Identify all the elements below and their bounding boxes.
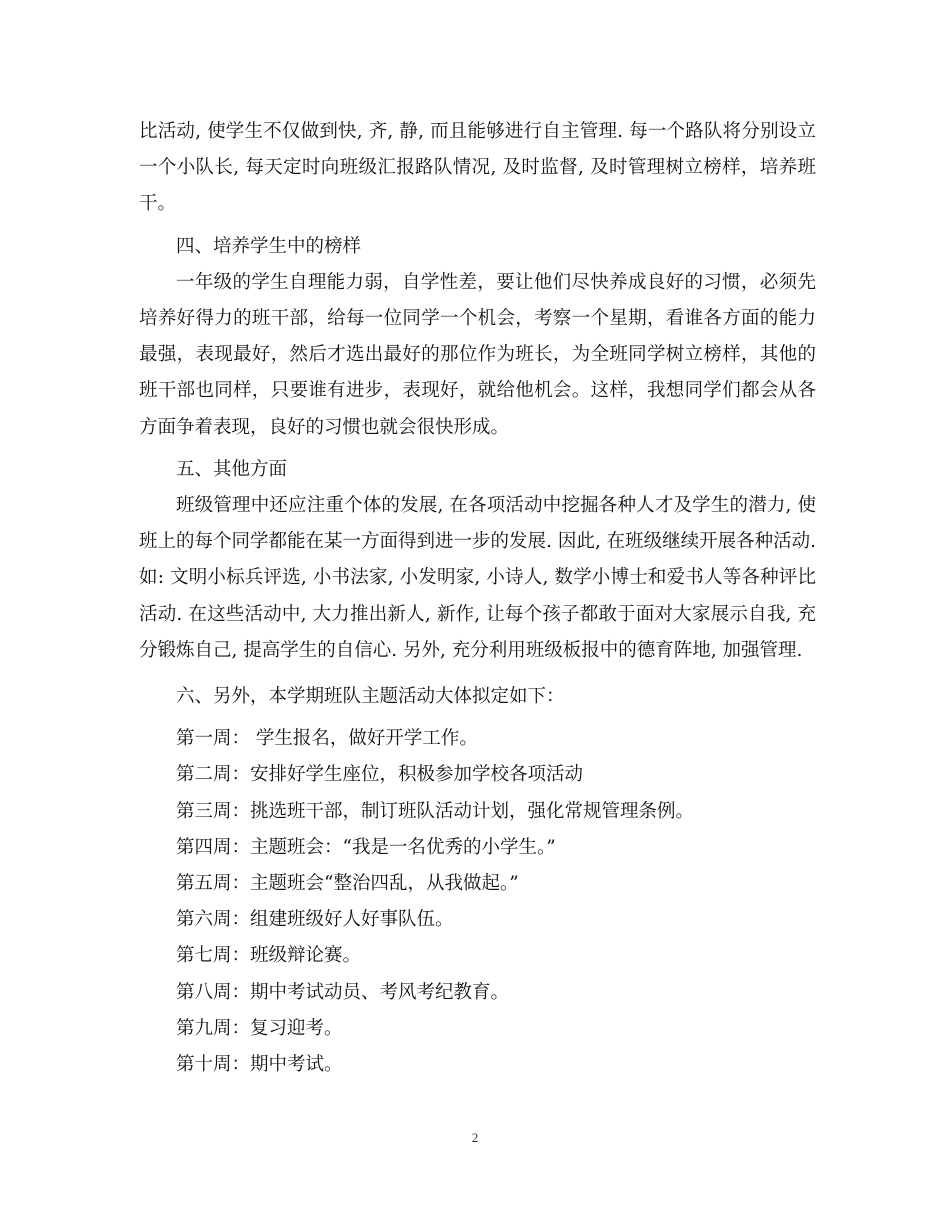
list-item-week-10: 第十周：期中考试。: [176, 1054, 343, 1076]
section-heading-5: 五、其他方面: [176, 458, 288, 480]
document-body: [139, 114, 816, 1083]
section-heading-6: 六、另外，本学期班队主题活动大体拟定如下：: [176, 686, 565, 708]
list-item-week-8: 第八周：期中考试动员、考风考纪教育。: [176, 981, 510, 1003]
list-item-week-3: 第三周：挑选班干部，制订班队活动计划，强化常规管理条例。: [176, 800, 695, 822]
paragraph-continued: 比活动, 使学生不仅做到快, 齐, 静, 而且能够进行自主管理. 每一个路队将分别设立一个小队长, 每天定时向班级汇报路队情况, 及时监督, 及时管理树立榜样，培养班干。: [139, 121, 816, 215]
page-number: 2: [471, 1130, 479, 1145]
list-item-week-6: 第六周：组建班级好人好事队伍。: [176, 909, 454, 931]
paragraph-other-aspects: 班级管理中还应注重个体的发展, 在各项活动中挖掘各种人才及学生的潜力, 使班上的每个同学都能在某一方面得到进一步的发展. 因此, 在班级继续开展各种活动. 如: 文明小标兵评选, 小书法家, 小发明家, 小诗人, 数学小博士和爱书人等各种评比活动. 在这些活动中, 大力推出新人, 新作, 让每个孩子都敢于面对大家展示自我, 充分锻炼自己, 提高学生的自信心. 另外, 充分利用班级板报中的德育阵地, 加强管理.: [139, 495, 816, 661]
list-item-week-7: 第七周：班级辩论赛。: [176, 945, 362, 967]
list-item-week-1: 第一周： 学生报名，做好开学工作。: [176, 728, 478, 750]
paragraph-role-models: 一年级的学生自理能力弱，自学性差，要让他们尽快养成良好的习惯，必须先培养好得力的班干部，给每一位同学一个机会，考察一个星期，看谁各方面的能力最强，表现最好，然后才选出最好的那位作为班长，为全班同学树立榜样，其他的班干部也同样，只要谁有进步，表现好，就给他机会。这样，我想同学们都会从各方面争着表现，良好的习惯也就会很快形成。: [139, 271, 816, 438]
list-item-week-9: 第九周：复习迎考。: [176, 1017, 343, 1039]
list-item-week-4: 第四周：主题班会：“我是一名优秀的小学生。”: [176, 836, 556, 858]
list-item-week-2: 第二周：安排好学生座位，积极参加学校各项活动: [176, 764, 584, 786]
list-item-week-5: 第五周：主题班会“整治四乱，从我做起。”: [176, 873, 519, 895]
section-heading-4: 四、培养学生中的榜样: [176, 235, 362, 257]
weekly-activity-list: [139, 721, 816, 1083]
